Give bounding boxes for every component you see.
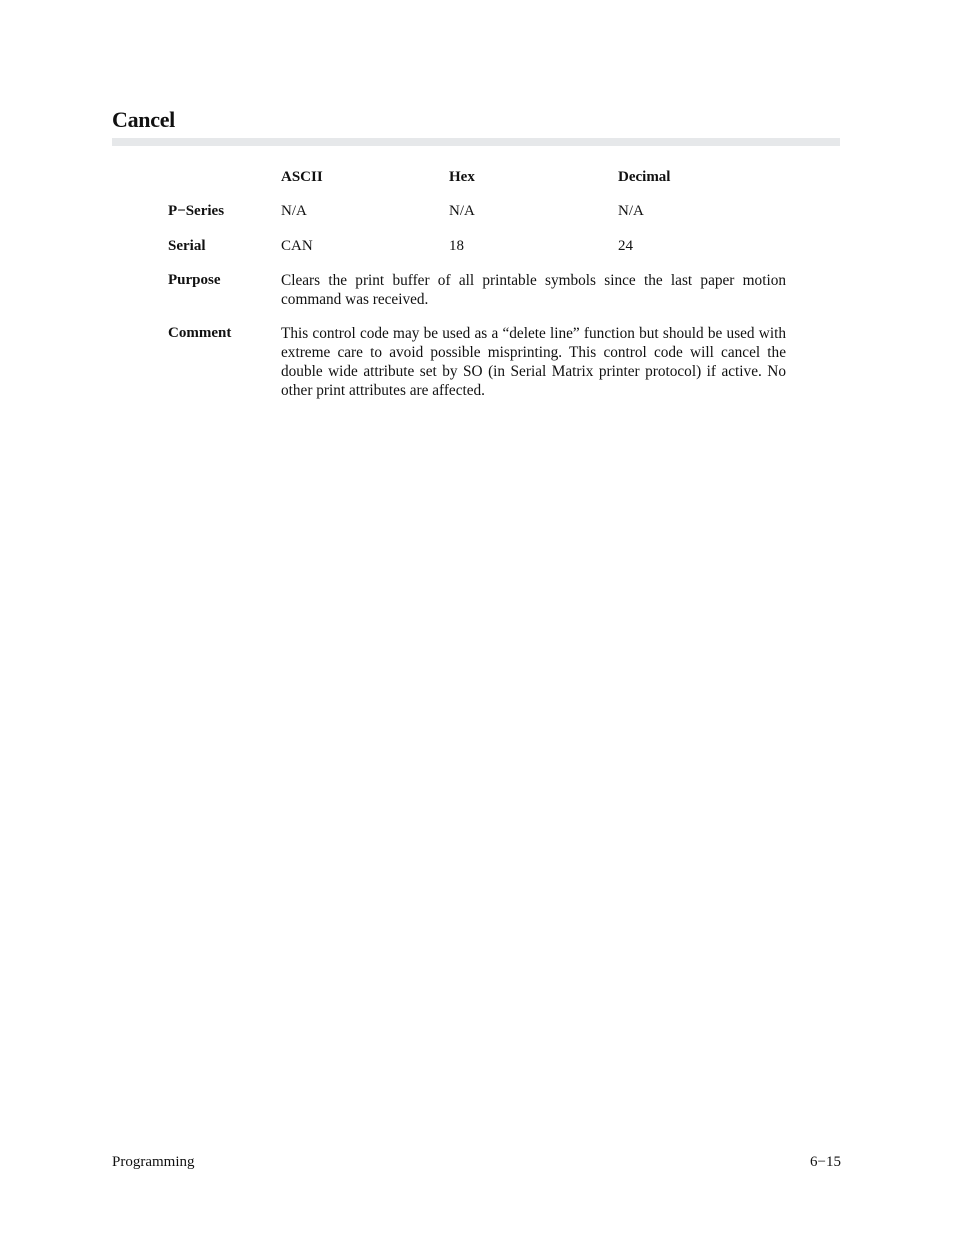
column-header-ascii: ASCII bbox=[281, 169, 323, 185]
cell-p-series-decimal: N/A bbox=[618, 203, 644, 219]
title-rule bbox=[112, 138, 840, 146]
purpose-text: Clears the print buffer of all printable symbols since the last paper motion command was received. bbox=[281, 272, 786, 308]
comment-text: This control code may be used as a “delete line” function but should be used with extreme care to avoid possible misprinting. This control code will cancel the double wide attribute set by SO (in Serial Matrix printer protocol) if active. No other print attributes are affected. bbox=[281, 325, 786, 399]
cell-serial-hex: 18 bbox=[449, 238, 464, 254]
footer-page-number: 6−15 bbox=[810, 1154, 841, 1170]
purpose-label: Purpose bbox=[168, 272, 221, 288]
row-label-serial: Serial bbox=[168, 238, 206, 254]
footer-section: Programming bbox=[112, 1154, 195, 1170]
column-header-decimal: Decimal bbox=[618, 169, 671, 185]
cell-serial-ascii: CAN bbox=[281, 238, 313, 254]
cell-p-series-hex: N/A bbox=[449, 203, 475, 219]
page-title: Cancel bbox=[112, 107, 175, 132]
cell-p-series-ascii: N/A bbox=[281, 203, 307, 219]
column-header-hex: Hex bbox=[449, 169, 475, 185]
row-label-p-series: P−Series bbox=[168, 203, 225, 219]
comment-label: Comment bbox=[168, 325, 232, 341]
cell-serial-decimal: 24 bbox=[618, 238, 633, 254]
